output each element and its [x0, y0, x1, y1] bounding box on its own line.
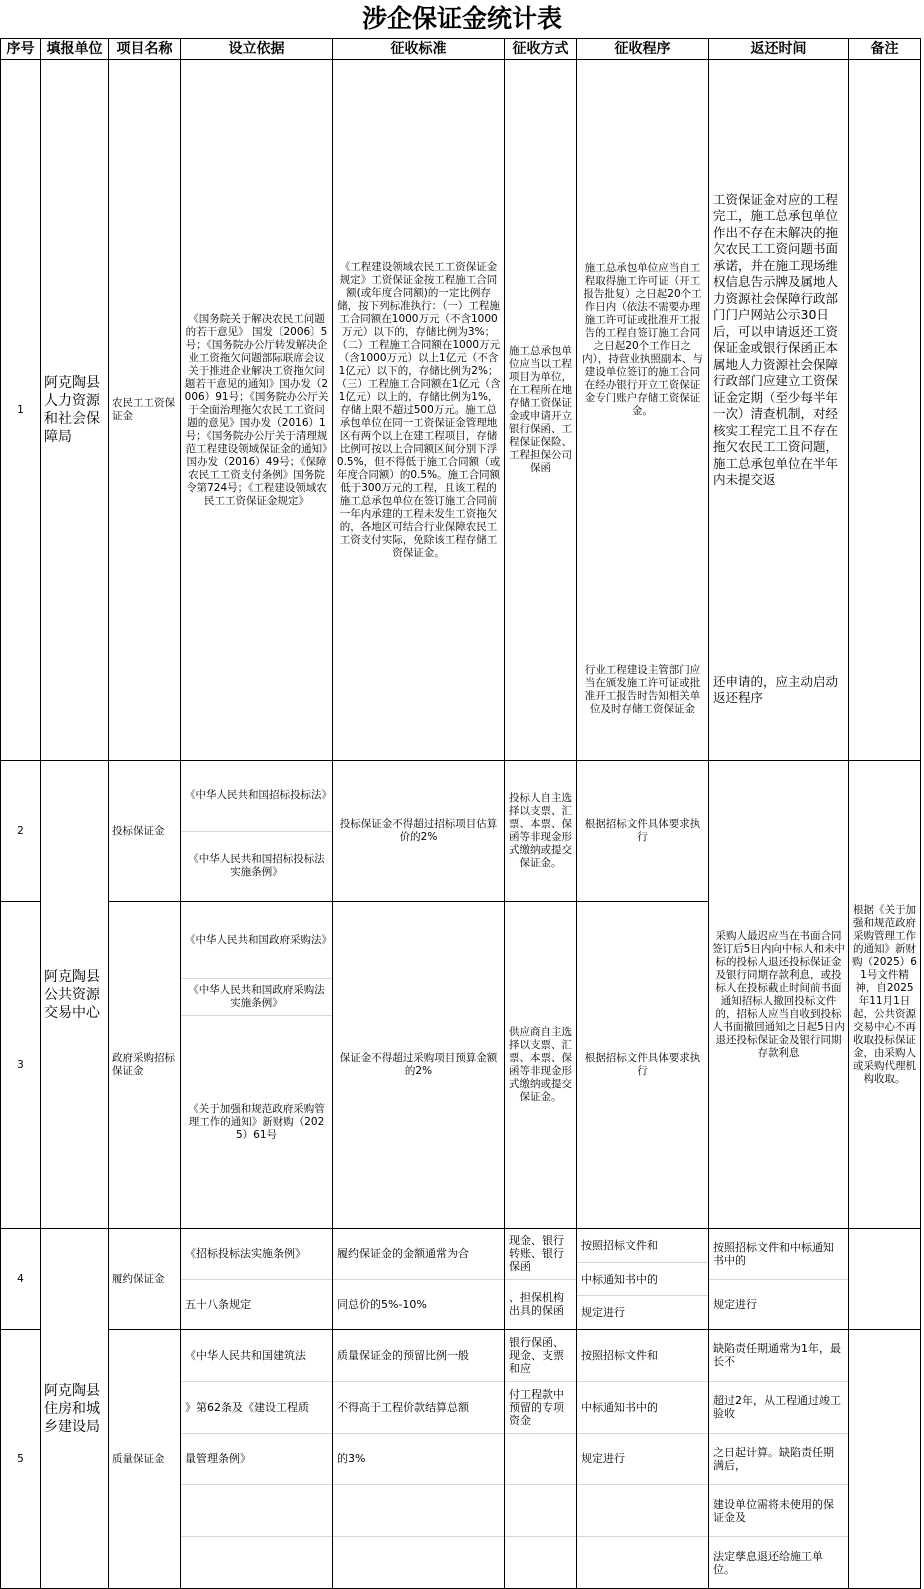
row-no: 5	[1, 1330, 41, 1589]
table-row-2	[1, 761, 921, 902]
standard-line: 的3%	[333, 1434, 504, 1486]
basis-line	[181, 1537, 332, 1588]
return-cell	[709, 1229, 849, 1330]
return-part-2: 还申请的，应主动启动返还程序	[713, 673, 839, 705]
procedure-cell	[577, 1330, 709, 1589]
method-line	[505, 1485, 576, 1537]
header-item: 项目名称	[109, 39, 181, 60]
procedure-line: 按照招标文件和	[577, 1229, 708, 1263]
standard-line: 不得高于工程价款结算总额	[333, 1382, 504, 1434]
method-cell: 投标人自主选择以支票、汇票、本票、保函等非现金形式缴纳或提交保证金。	[505, 761, 577, 902]
return-line: 法定孳息退还给施工单位。	[713, 1549, 823, 1576]
note-cell: 根据《关于加强和规范政府采购管理工作的通知》新财购（2025）61号文件精神，自2025年11月1日起，公共资源交易中心不再收取投标保证金，由采购人或采购代理机构收取。	[849, 761, 921, 1229]
item-name: 质量保证金	[109, 1330, 181, 1589]
procedure-cell: 根据招标文件具体要求执行	[577, 902, 709, 1229]
method-line	[505, 1537, 576, 1588]
header-method: 征收方式	[505, 39, 577, 60]
return-cell	[709, 1330, 849, 1589]
basis-cell	[181, 761, 333, 902]
method-cell: 施工总承包单位应当以工程项目为单位，在工程所在地存储工资保证金或申请开立银行保函、工程保证保险、工程担保公司保函	[505, 60, 577, 761]
reporting-unit: 阿克陶县公共资源交易中心	[41, 761, 109, 1229]
return-cell: 采购人最迟应当在书面合同签订后5日内向中标人和未中标的投标人退还投标保证金及银行同期存款利息，或投标人在投标截止时间前书面通知招标人撤回投标文件的，招标人应当自收到投标人书面撤回通知之日起5日内退还投标保证金及银行同期存款利息	[709, 761, 849, 1229]
row-no: 3	[1, 902, 41, 1229]
method-line: 现金、银行转账、银行保函	[505, 1229, 576, 1280]
basis-line: 《中华人民共和国招标投标法实施条例》	[188, 853, 325, 879]
procedure-line	[577, 1485, 708, 1537]
table-row-1	[1, 60, 921, 761]
method-line: 付工程款中预留的专项资金	[505, 1382, 576, 1434]
procedure-line	[577, 1537, 708, 1588]
procedure-line: 规定进行	[581, 1306, 625, 1320]
standard-cell	[333, 1229, 505, 1330]
standard-cell	[333, 1330, 505, 1589]
note-cell	[849, 1229, 921, 1330]
standard-line: 质量保证金的预留比例一般	[333, 1330, 504, 1382]
header-procedure: 征收程序	[577, 39, 709, 60]
procedure-cell: 根据招标文件具体要求执行	[577, 761, 709, 902]
return-line: 规定进行	[713, 1297, 757, 1311]
procedure-cell	[577, 1229, 709, 1330]
basis-line: 《招标投标法实施条例》	[181, 1229, 332, 1280]
method-line	[505, 1434, 576, 1486]
return-line: 超过2年，从工程通过竣工验收	[709, 1382, 848, 1434]
basis-cell	[181, 1330, 333, 1589]
standard-cell: 保证金不得超过采购项目预算金额的2%	[333, 902, 505, 1229]
basis-line: 《中华人民共和国建筑法	[181, 1330, 332, 1382]
basis-line: 》第62条及《建设工程质	[181, 1382, 332, 1434]
procedure-cell	[577, 60, 709, 761]
table-row-4	[1, 1229, 921, 1330]
standard-line: 履约保证金的金额通常为合	[333, 1229, 504, 1280]
basis-line: 量管理条例》	[181, 1434, 332, 1486]
header-row	[1, 39, 921, 60]
basis-line: 《中华人民共和国政府采购法》	[181, 902, 332, 979]
standard-line	[333, 1485, 504, 1537]
method-line: 、担保机构出具的保函	[509, 1291, 564, 1318]
header-basis: 设立依据	[181, 39, 333, 60]
procedure-line: 按照招标文件和	[577, 1330, 708, 1382]
return-part-1: 工资保证金对应的工程完工，施工总承包单位作出不存在未解决的拖欠农民工工资问题书面承诺，并在施工现场维权信息告示牌及属地人力资源社会保障行政部门门户网站公示30日后，可以申请返还工资保证金或银行保函正本属地人力资源社会保障行政部门应建立工资保证金定期（至少每半年一次）清查机制，对经核实工程完工且不存在拖欠农民工工资问题，施工总承包单位在半年内未提交返	[713, 191, 839, 487]
reporting-unit: 阿克陶县人力资源和社会保障局	[41, 60, 109, 761]
row-no: 4	[1, 1229, 41, 1330]
item-name: 投标保证金	[109, 761, 181, 902]
item-name: 履约保证金	[109, 1229, 181, 1330]
procedure-line: 中标通知书中的	[577, 1382, 708, 1434]
standard-line: 同总价的5%-10%	[337, 1297, 427, 1311]
header-standard: 征收标准	[333, 39, 505, 60]
standard-cell: 投标保证金不得超过招标项目估算价的2%	[333, 761, 505, 902]
return-line: 按照招标文件和中标通知书中的	[709, 1229, 848, 1280]
method-cell	[505, 1330, 577, 1589]
basis-cell: 《国务院关于解决农民工问题的若干意见》 国发〔2006〕5号；《国务院办公厅转发解决企业工资拖欠问题部际联席会议关于推进企业解决工资拖欠问题若干意见的通知》国办发（2006）91号；《国务院办公厅关于全面治理拖欠农民工工资问题的意见》国办发（2016）1号；《国务院办公厅关于清理规范工程建设领域保证金的通知》国办发（2016）49号；《保障农民工工资支付条例》国务院令第724号；《工程建设领域农民工工资保证金规定》	[181, 60, 333, 761]
basis-line: 五十八条规定	[185, 1297, 251, 1311]
basis-line: 《中华人民共和国政府采购法实施条例》	[181, 979, 332, 1016]
header-note: 备注	[849, 39, 921, 60]
method-line: 银行保函、现金、支票和应	[505, 1330, 576, 1382]
header-return: 返还时间	[709, 39, 849, 60]
row-no: 1	[1, 60, 41, 761]
basis-cell	[181, 1229, 333, 1330]
basis-cell	[181, 902, 333, 1229]
basis-line: 《关于加强和规范政府采购管理工作的通知》新财购（2025）61号	[188, 1102, 325, 1141]
return-cell	[709, 60, 849, 761]
basis-line	[181, 1485, 332, 1537]
item-name: 政府采购招标保证金	[109, 902, 181, 1229]
procedure-line: 规定进行	[577, 1434, 708, 1486]
return-line: 建设单位需将未使用的保证金及	[709, 1485, 848, 1537]
note-cell	[849, 60, 921, 761]
item-name: 农民工工资保证金	[109, 60, 181, 761]
return-line: 缺陷责任期通常为1年，最长不	[709, 1330, 848, 1382]
deposit-table	[0, 38, 921, 1589]
header-no: 序号	[1, 39, 41, 60]
return-line: 之日起计算。缺陷责任期满后，	[709, 1434, 848, 1486]
standard-cell: 《工程建设领域农民工工资保证金规定》工资保证金按工程施工合同额(或年度合同额)的一定比例存储，按下列标准执行：（一）工程施工合同额在1000万元（不含1000万元）以下的，存储比例为3%；（二）工程施工合同额在1000万元（含1000万元）以上1亿元（不含1亿元）以下的，存储比例为2%；（三）工程施工合同额在1亿元（含1亿元）以上的，存储比例为1%，存储上限不超过500万元。施工总承包单位在同一工资保证金管理地区有两个以上在建工程项目，存储比例可按以上合同额区间分别下浮0.5%，但不得低于施工合同额（或年度合同额）的0.5%。施工合同额低于300万元的工程，且该工程的施工总承包单位在签订施工合同前一年内承建的工程未发生工资拖欠的，各地区可结合行业保障农民工工资支付实际，免除该工程存储工资保证金。	[333, 60, 505, 761]
procedure-part-1: 施工总承包单位应当自工程取得施工许可证（开工报告批复）之日起20个工作日内（依法不需要办理施工许可证或批准开工报告的工程自签订施工合同之日起20个工作日之内），持营业执照副本、与建设单位签订的施工合同在经办银行开立工资保证金专门账户存储工资保证金。	[582, 262, 703, 417]
method-cell: 供应商自主选择以支票、汇票、本票、保函等非现金形式缴纳或提交保证金。	[505, 902, 577, 1229]
reporting-unit: 阿克陶县住房和城乡建设局	[41, 1229, 109, 1589]
basis-line: 《中华人民共和国招标投标法》	[181, 761, 332, 832]
note-cell	[849, 1330, 921, 1589]
row-no: 2	[1, 761, 41, 902]
procedure-line: 中标通知书中的	[577, 1263, 708, 1297]
procedure-part-2: 行业工程建设主管部门应当在颁发施工许可证或批准开工报告时告知相关单位及时存储工资保证金	[584, 664, 701, 715]
page-title: 涉企保证金统计表	[361, 4, 562, 33]
method-cell	[505, 1229, 577, 1330]
header-unit: 填报单位	[41, 39, 109, 60]
table-row-5	[1, 1330, 921, 1589]
standard-line	[333, 1537, 504, 1588]
